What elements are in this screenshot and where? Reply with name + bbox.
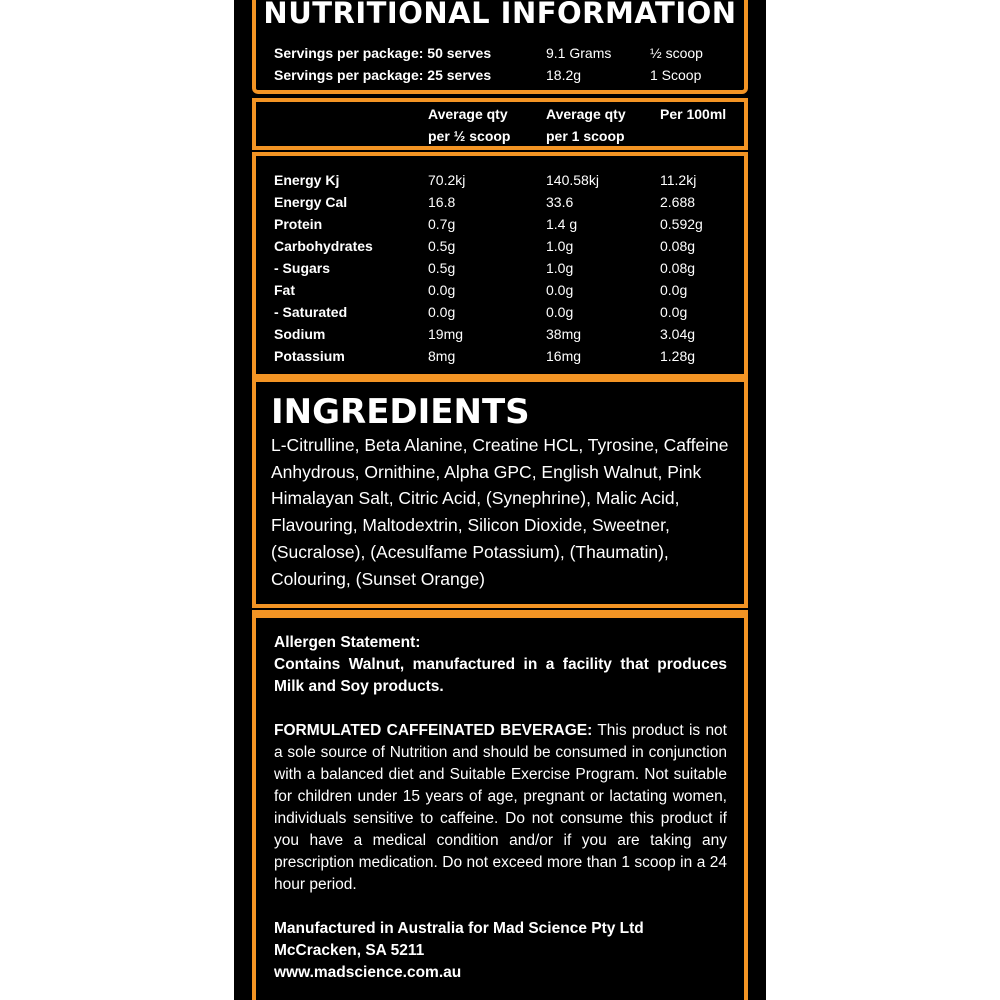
nutrient-full: 16mg [546,348,582,364]
header-per100: Per 100ml [660,106,727,122]
allergen-section [274,632,727,984]
nutrient-name: Carbohydrates [274,238,373,254]
header-full-line2: per 1 scoop [546,128,625,144]
serving-row [274,64,734,86]
nutrient-row [274,169,734,191]
nutrient-name: Energy Kj [274,172,340,188]
nutrient-per100: 0.08g [660,238,696,254]
serving-scoop: ½ scoop [650,45,703,61]
nutrient-row [274,323,734,345]
nutrient-row [274,257,734,279]
nutrient-per100: 1.28g [660,348,696,364]
nutrient-full: 0.0g [546,282,574,298]
nutrient-half: 0.0g [428,282,456,298]
serving-label: Servings per package: 25 serves [274,67,492,83]
manufacturer-line1: Manufactured in Australia for Mad Science Pty Ltd [274,920,644,937]
nutrient-half: 0.5g [428,238,456,254]
nutrient-full: 1.0g [546,238,574,254]
nutrient-name: - Saturated [274,304,348,320]
header-half-line1: Average qty [428,106,508,122]
nutrient-full: 33.6 [546,194,574,210]
nutrition-title: NUTRITIONAL INFORMATION [263,0,737,30]
nutrient-per100: 0.0g [660,282,688,298]
nutrient-half: 0.5g [428,260,456,276]
nutrient-name: Sodium [274,326,326,342]
nutrient-per100: 2.688 [660,194,696,210]
nutrient-half: 19mg [428,326,464,342]
header-half-line2: per ½ scoop [428,128,511,144]
nutrient-row [274,279,734,301]
website-link[interactable]: www.madscience.com.au [274,964,462,981]
nutrient-half: 16.8 [428,194,456,210]
spacer [274,698,727,720]
nutrient-full: 38mg [546,326,582,342]
manufacturer-line2: McCracken, SA 5211 [274,942,425,959]
nutrient-row [274,191,734,213]
nutrient-row [274,301,734,323]
nutrient-half: 70.2kj [428,172,466,188]
serving-scoop: 1 Scoop [650,67,702,83]
nutrient-per100: 0.592g [660,216,703,232]
warning-text: This product is not a sole source of Nutrition and should be consumed in conjunction with a balanced diet and Suitable Exercise Program. Not suitable for children under 15 years of age, pregnant or lactating women, individuals sensitive to caffeine. Do not consume this product if you have a medical condition and/or if you are taking any prescription medication. Do not exceed more than 1 scoop in a 24 hour period. [274,722,727,893]
nutrient-per100: 0.08g [660,260,696,276]
nutrient-per100: 3.04g [660,326,696,342]
nutrient-per100: 11.2kj [660,172,697,188]
warning-paragraph [274,720,727,896]
nutrient-full: 1.4 g [546,216,578,232]
serving-grams: 18.2g [546,67,582,83]
nutrient-name: Fat [274,282,295,298]
nutrient-per100: 0.0g [660,304,688,320]
ingredients-text: L-Citrulline, Beta Alanine, Creatine HCL, Tyrosine, Caffeine Anhydrous, Ornithine, Alpha GPC, English Walnut, Pink Himalayan Salt, Citric Acid, (Synephrine), Malic Acid, Flavouring, Maltodextrin, Silicon Dioxide, Sweetner, (Sucralose), (Acesulfame Potassium), (Thaumatin), Colouring, (Sunset Orange) [271,435,729,589]
serving-label: Servings per package: 50 serves [274,45,492,61]
nutrient-half: 0.7g [428,216,456,232]
nutrient-row [274,213,734,235]
nutrient-name: Protein [274,216,323,232]
nutrient-name: Potassium [274,348,345,364]
allergen-text: Contains Walnut, manufactured in a facility that produces Milk and Soy products. [274,656,727,695]
nutrient-name: - Sugars [274,260,331,276]
nutrient-full: 1.0g [546,260,574,276]
serving-grams: 9.1 Grams [546,45,612,61]
nutrient-half: 0.0g [428,304,456,320]
serving-row [274,42,734,64]
header-full-line1: Average qty [546,106,626,122]
warning-lead: FORMULATED CAFFEINATED BEVERAGE: [274,722,593,739]
ingredients-heading: INGREDIENTS [271,392,530,432]
nutrient-row [274,235,734,257]
nutrient-full: 0.0g [546,304,574,320]
nutrient-half: 8mg [428,348,456,364]
nutrient-full: 140.58kj [546,172,599,188]
nutrient-row [274,345,734,367]
spacer [274,896,727,918]
nutrient-name: Energy Cal [274,194,348,210]
allergen-heading: Allergen Statement: [274,634,421,651]
